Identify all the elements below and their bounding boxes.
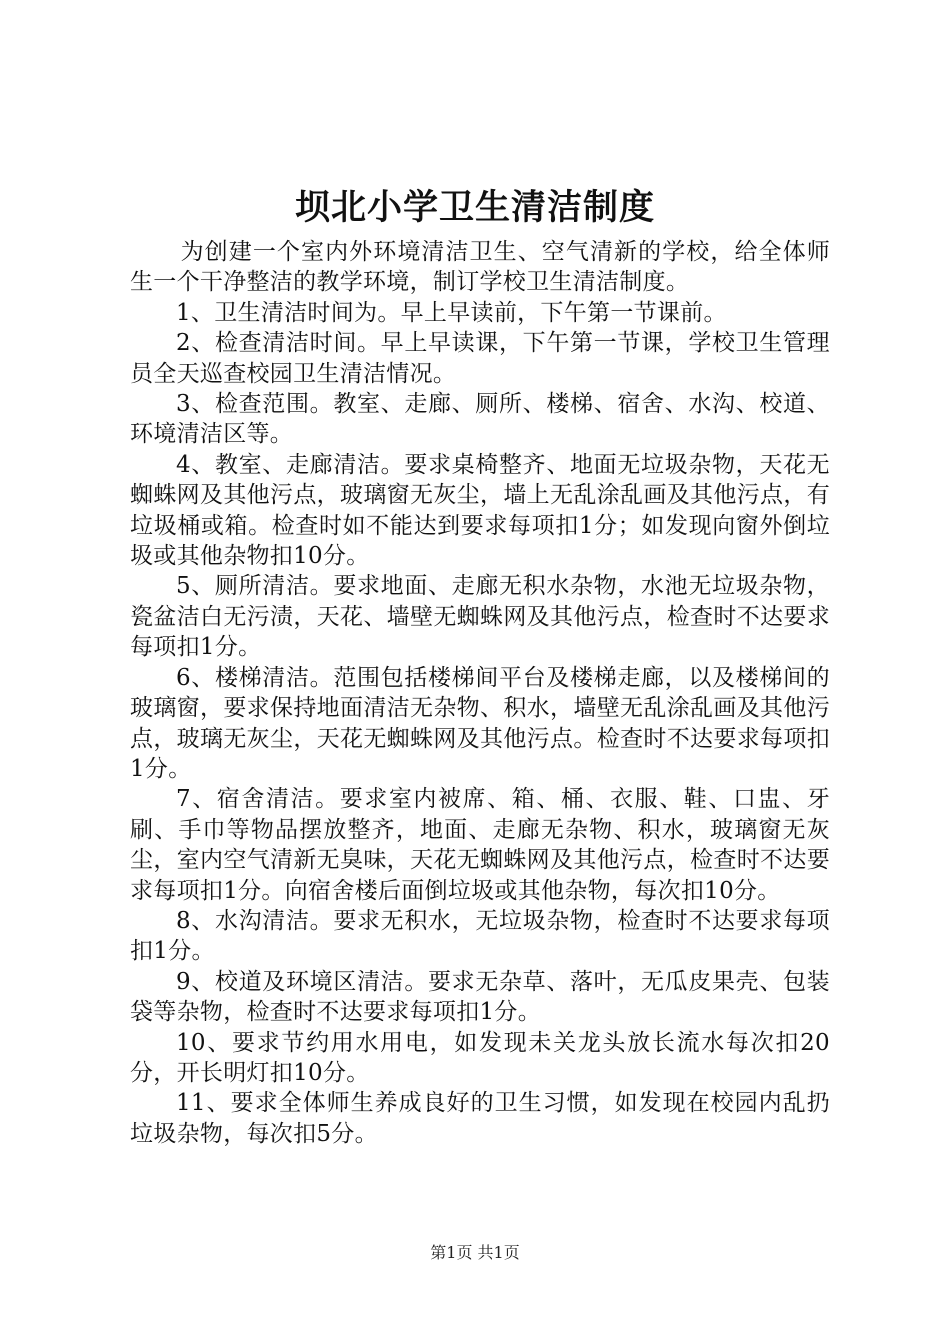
rule-item-4: 4、教室、走廊清洁。要求桌椅整齐、地面无垃圾杂物，天花无蜘蛛网及其他污点，玻璃窗无灰尘，墙上无乱涂乱画及其他污点，有垃圾桶或箱。检查时如不能达到要求每项扣1分；如发现向窗外倒垃圾或其他杂物扣10分。 [130,451,830,570]
rule-item-3: 3、检查范围。教室、走廊、厕所、楼梯、宿舍、水沟、校道、环境清洁区等。 [130,391,830,448]
page-footer: 第1页 共1页 [430,1243,520,1262]
rule-item-11: 11、要求全体师生养成良好的卫生习惯，如发现在校园内乱扔垃圾杂物，每次扣5分。 [130,1090,830,1147]
rule-item-7: 7、宿舍清洁。要求室内被席、箱、桶、衣服、鞋、口盅、牙刷、手巾等物品摆放整齐，地面、走廊无杂物、积水，玻璃窗无灰尘，室内空气清新无臭味，天花无蜘蛛网及其他污点，检查时不达要求每项扣1分。向宿舍楼后面倒垃圾或其他杂物，每次扣10分。 [130,786,830,904]
rule-item-8: 8、水沟清洁。要求无积水，无垃圾杂物，检查时不达要求每项扣1分。 [130,907,830,965]
document-title: 坝北小学卫生清洁制度 [294,187,655,228]
document-body [130,237,830,1149]
rule-item-10: 10、要求节约用水用电，如发现未关龙头放长流水每次扣20分，开长明灯扣10分。 [130,1029,830,1086]
rule-item-5: 5、厕所清洁。要求地面、走廊无积水杂物，水池无垃圾杂物，瓷盆洁白无污渍，天花、墙壁无蜘蛛网及其他污点，检查时不达要求每项扣1分。 [130,573,830,661]
intro-paragraph: 为创建一个室内外环境清洁卫生、空气清新的学校，给全体师生一个干净整洁的教学环境，制订学校卫生清洁制度。 [130,239,830,296]
rule-item-1: 1、卫生清洁时间为。早上早读前，下午第一节课前。 [176,299,727,326]
rule-item-6: 6、楼梯清洁。范围包括楼梯间平台及楼梯走廊，以及楼梯间的玻璃窗，要求保持地面清洁无杂物、积水，墙壁无乱涂乱画及其他污点，玻璃无灰尘，天花无蜘蛛网及其他污点。检查时不达要求每项扣1分。 [130,664,830,782]
rule-item-9: 9、校道及环境区清洁。要求无杂草、落叶，无瓜皮果壳、包装袋等杂物，检查时不达要求每项扣1分。 [130,968,830,1026]
rule-item-2: 2、检查清洁时间。早上早读课，下午第一节课，学校卫生管理员全天巡查校园卫生清洁情况。 [130,330,830,387]
